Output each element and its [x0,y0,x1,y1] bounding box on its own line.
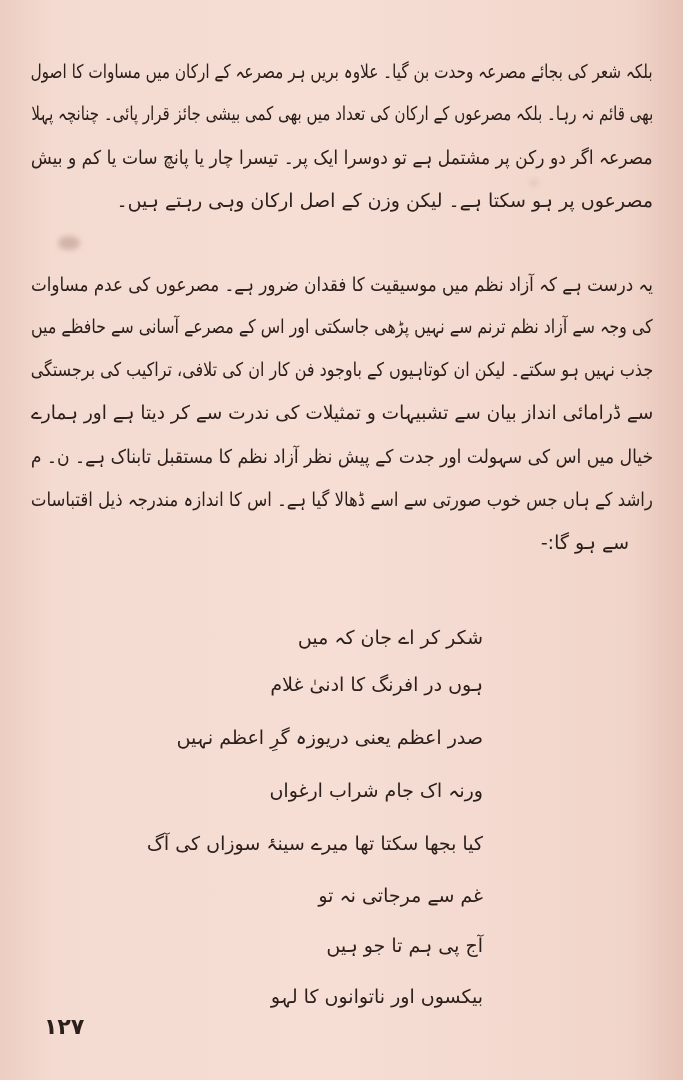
paragraph-one [31,52,653,222]
paper-stain [58,236,80,250]
verse-line: شکر کر اے جان کہ میں [297,627,483,649]
verse-line: بیکسوں اور ناتوانوں کا لہو [270,986,483,1008]
text-line: راشد کے ہاں جس خوب صورتی سے اسے ڈھالا گیا ہے۔ اس کا اندازہ مندرجہ ذیل اقتباسات [31,489,653,511]
text-line: کی وجہ سے آزاد نظم ترنم سے نہیں پڑھی جاسکتی اور اس کے مصرعے آسانی سے حافظے میں [31,316,653,338]
verse-line: غم سے مرجاتی نہ تو [318,885,483,907]
text-line: سے ڈرامائی انداز بیان سے تشبیہات و تمثیلات کی ندرت سے کر دیتا ہے اور ہمارے [30,402,653,424]
verse-line: آج پی ہم تا جو ہیں [326,935,483,957]
text-line: مصرعوں پر ہو سکتا ہے۔ لیکن وزن کے اصل ارکان وہی رہتے ہیں۔ [116,190,653,212]
verse-quotation [123,618,483,1018]
verse-line: صدر اعظم یعنی دریوزہ گرِ اعظم نہیں [176,727,483,749]
text-line: مصرعہ اگر دو رکن پر مشتمل ہے تو دوسرا ایک پر۔ تیسرا چار یا پانچ سات یا کم و بیش [31,147,653,169]
text-line: یہ درست ہے کہ آزاد نظم میں موسیقیت کا فقدان ضرور ہے۔ مصرعوں کی عدم مساوات [31,274,653,296]
page-number: ۱۲۷ [44,1015,85,1040]
verse-line: ہوں در افرنگ کا ادنیٰ غلام [270,674,483,696]
text-line: بلکہ شعر کی بجائے مصرعہ وحدت بن گیا۔ علاوہ بریں ہر مصرعہ کے ارکان میں مساوات کا اصول [31,61,653,83]
paragraph-two [31,265,653,605]
text-line: بھی قائم نہ رہا۔ بلکہ مصرعوں کے ارکان کی تعداد میں بھی کمی بیشی جائز قرار پائی۔ چنانچہ پہلا [31,103,653,125]
text-line: خیال میں اس کی سہولت اور جدت کے پیش نظر آزاد نظم کا مستقبل تابناک ہے۔ ن۔ م [30,446,653,468]
verse-line: ورنہ اک جام شراب ارغواں [269,780,483,802]
verse-line: کیا بجھا سکتا تھا میرے سینۂ سوزاں کی آگ [146,833,483,855]
text-line: سے ہو گا:- [540,532,629,554]
text-line: جذب نہیں ہو سکتے۔ لیکن ان کوتاہیوں کے باوجود فن کار ان کی تلافی، تراکیب کی برجستگی [30,359,653,381]
